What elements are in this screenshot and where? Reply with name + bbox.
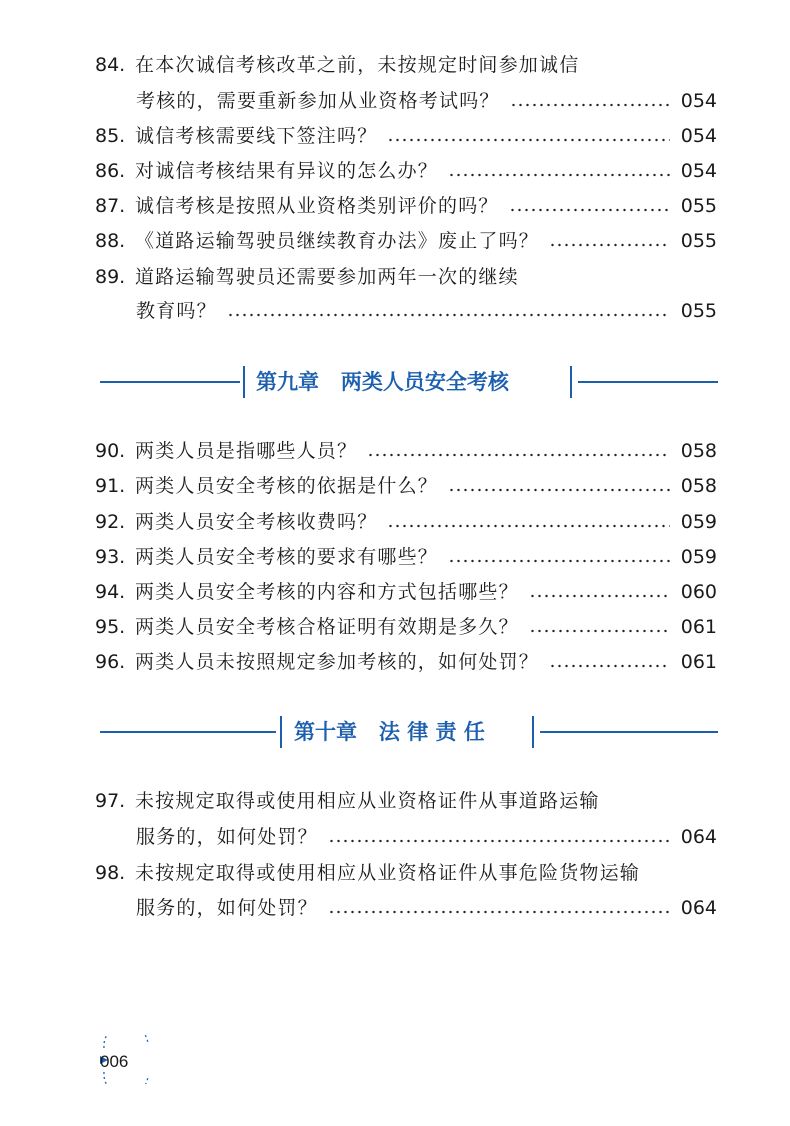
toc-entry-line[interactable] (136, 893, 717, 923)
toc-entry-page: 059 (680, 511, 717, 533)
toc-entry-line[interactable] (95, 858, 717, 888)
dot-leader (529, 591, 670, 601)
toc-entry-number: 97. (95, 790, 126, 812)
toc-entry-number: 88. (95, 230, 126, 252)
toc-entry-number: 84. (95, 54, 126, 76)
dot-leader (387, 135, 670, 145)
toc-entry-line[interactable] (136, 296, 717, 326)
chapter-bar-right (532, 716, 534, 748)
toc-entry-line[interactable] (95, 577, 717, 607)
chapter-title: 第十章 法 律 责 任 (294, 720, 485, 744)
toc-entry-number: 95. (95, 616, 126, 638)
chapter-bar-left (243, 366, 245, 398)
toc-entry-line[interactable] (95, 612, 717, 642)
toc-entry-title: 服务的，如何处罚？ (136, 897, 318, 919)
toc-entry-line[interactable] (136, 822, 717, 852)
dot-leader (510, 100, 670, 110)
dot-leader (529, 626, 670, 636)
toc-entry-line[interactable] (95, 507, 717, 537)
chapter-heading-10 (100, 714, 718, 750)
chapter-bar-right (570, 366, 572, 398)
dot-leader (448, 485, 670, 495)
toc-entry-number: 96. (95, 651, 126, 673)
toc-entry-title: 两类人员是指哪些人员？ (135, 440, 358, 462)
toc-entry-number: 94. (95, 581, 126, 603)
toc-entry-page: 058 (680, 440, 717, 462)
toc-entry-title: 两类人员安全考核的要求有哪些？ (135, 546, 439, 568)
toc-entry-number: 93. (95, 546, 126, 568)
dot-leader (549, 661, 670, 671)
toc-entry-number: 87. (95, 195, 126, 217)
chapter-rule-left (100, 731, 276, 733)
toc-entry-number: 92. (95, 511, 126, 533)
toc-entry-title: 两类人员安全考核的依据是什么？ (135, 475, 439, 497)
toc-entry-page: 055 (680, 300, 717, 322)
toc-entry-title: 两类人员安全考核合格证明有效期是多久？ (135, 616, 519, 638)
toc-entry-page: 061 (680, 651, 717, 673)
dot-leader (509, 205, 670, 215)
dot-leader (549, 240, 670, 250)
dot-leader (328, 907, 670, 917)
chapter-heading-9 (100, 364, 718, 400)
toc-entry-title: 服务的，如何处罚？ (136, 826, 318, 848)
toc-entry-page: 054 (680, 160, 717, 182)
toc-entry-page: 064 (680, 897, 717, 919)
toc-entry-title: 两类人员安全考核的内容和方式包括哪些？ (135, 581, 519, 603)
toc-entry-title: 两类人员未按照规定参加考核的，如何处罚？ (135, 651, 540, 673)
chapter-rule-right (578, 381, 718, 383)
toc-entry-number: 91. (95, 475, 126, 497)
toc-entry-line[interactable] (95, 786, 717, 816)
toc-entry-line[interactable] (95, 226, 717, 256)
toc-entry-number: 86. (95, 160, 126, 182)
toc-entry-page: 054 (680, 90, 717, 112)
toc-entry-page: 055 (680, 230, 717, 252)
toc-entry-title: 道路运输驾驶员还需要参加两年一次的继续 (135, 266, 519, 288)
toc-entry-title: 考核的，需要重新参加从业资格考试吗？ (136, 90, 500, 112)
toc-entry-line[interactable] (95, 471, 717, 501)
page-number: 006 (100, 1052, 129, 1071)
toc-entry-title: 对诚信考核结果有异议的怎么办？ (135, 160, 439, 182)
toc-entry-line[interactable] (95, 647, 717, 677)
toc-entry-page: 054 (680, 125, 717, 147)
toc-entry-page: 061 (680, 616, 717, 638)
chapter-bar-left (280, 716, 282, 748)
toc-entry-title: 教育吗？ (136, 300, 217, 322)
dot-leader (448, 556, 670, 566)
toc-entry-page: 064 (680, 826, 717, 848)
toc-entry-title: 诚信考核是按照从业资格类别评价的吗？ (135, 195, 499, 217)
toc-entry-title: 诚信考核需要线下签注吗？ (135, 125, 378, 147)
chapter-title: 第九章 两类人员安全考核 (256, 370, 509, 394)
toc-entry-page: 058 (680, 475, 717, 497)
toc-entry-line[interactable] (95, 156, 717, 186)
chapter-rule-left (100, 381, 240, 383)
toc-entry-page: 059 (680, 546, 717, 568)
toc-entry-line[interactable] (95, 121, 717, 151)
toc-entry-title: 未按规定取得或使用相应从业资格证件从事危险货物运输 (135, 862, 641, 884)
toc-entry-title: 未按规定取得或使用相应从业资格证件从事道路运输 (135, 790, 600, 812)
dot-leader (367, 450, 670, 460)
toc-entry-title: 在本次诚信考核改革之前，未按规定时间参加诚信 (135, 54, 580, 76)
toc-entry-number: 90. (95, 440, 126, 462)
toc-entry-line[interactable] (95, 262, 717, 292)
toc-entry-page: 055 (680, 195, 717, 217)
dot-leader (387, 521, 670, 531)
dot-leader (227, 310, 670, 320)
toc-entry-title: 两类人员安全考核收费吗？ (135, 511, 378, 533)
dot-leader (328, 836, 670, 846)
toc-entry-line[interactable] (136, 86, 717, 116)
toc-entry-title: 《道路运输驾驶员继续教育办法》废止了吗？ (135, 230, 540, 252)
toc-entry-number: 89. (95, 266, 126, 288)
toc-entry-page: 060 (680, 581, 717, 603)
toc-entry-line[interactable] (95, 50, 717, 80)
dot-leader (448, 170, 670, 180)
toc-entry-number: 85. (95, 125, 126, 147)
toc-entry-number: 98. (95, 862, 126, 884)
toc-entry-line[interactable] (95, 542, 717, 572)
chapter-rule-right (540, 731, 718, 733)
toc-entry-line[interactable] (95, 191, 717, 221)
toc-entry-line[interactable] (95, 436, 717, 466)
